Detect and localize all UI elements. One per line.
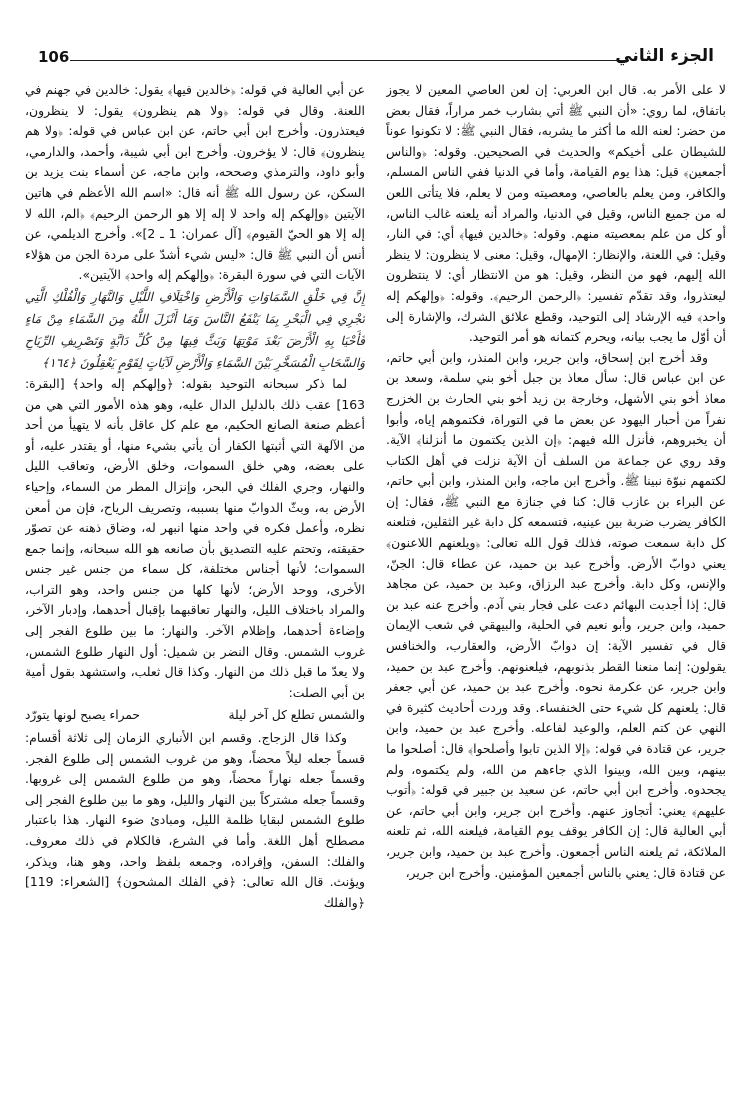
left-column [25,80,365,1100]
right-paragraph-2: وقد أخرج ابن إسحاق، وابن جرير، وابن المنذر، وابن أبي حاتم، عن ابن عباس قال: سأل معاذ بن جبل أخو بني سلمة، وسعد بن معاذ أخو بني الأشهل، وخارجة بن زيد أخو بني الحارث بن الخزرج نفراً من أحبار اليهود عن بعض ما في التوراة، فكتموهم إياه، وأبوا أن يخبروهم، فأنزل الله فيهم: ﴿إن الذين يكتمون ما أنزلنا﴾ الآية. وقد روي عن جماعة من السلف أن الآية نزلت في أهل الكتاب لكتمهم نبوّة نبينا ﷺ. وأخرج ابن ماجه، وابن المنذر، وابن أبي حاتم، عن البراء بن عازب قال: كنا في جنازة مع النبي ﷺ، فقال: إن الكافر يضرب ضربة بين عينيه، فتسمعه كل دابة غير الثقلين، فتلعنه كل دابة سمعت صوته، فذلك قول الله تعالى: ﴿ويلعنهم اللاعنون﴾ يعني دوابّ الأرض. وأخرج عبد بن حميد، عن عطاء قال: الجنّ، والإنس، وكل دابة. وأخرج عبد الرزاق، وعبد بن حميد، عن مجاهد قال: إذا أجدبت البهائم دعت على فجار بني آدم. وأخرج عنه عبد بن حميد، وابن جرير، وأبو نعيم في الحلية، والبيهقي في شعب الإيمان قال في تفسير الآية: إن دوابّ الأرض، والعقارب، والخنافس يقولون: إنما منعنا القطر بذنوبهم، فيلعنونهم. وأخرج عبد بن حميد، وابن جرير، عن عكرمة نحوه. وأخرج عبد بن حميد، عن أبي جعفر قال: يلعنهم كل شيء حتى الخنفساء. وقد وردت أحاديث كثيرة في النهي عن كتم العلم، والوعيد لفاعله. وأخرج عبد بن حميد، وابن جرير، عن قتادة في قوله: ﴿إلا الذين تابوا وأصلحوا﴾ قال: أصلحوا ما بينهم، وبين الله، وبينوا الذي جاءهم من الله، ولم يكتموه، ولم يجحدوه. وأخرج ابن أبي حاتم، عن سعيد بن جبير في قوله: ﴿أتوب عليهم﴾ يعني: أتجاوز عنهم. وأخرج ابن جرير، وابن أبي حاتم، عن أبي العالية قال: إن الكافر يوقف يوم القيامة، فيلعنه الله، ثم تلعنه الملائكة، ثم يلعنه الناس أجمعون. وأخرج عبد بن حميد، وابن جرير، عن قتادة قال: يعني بالناس أجمعين المؤمنين. وأخرج ابن جرير، [386,349,726,880]
page-number: 106 [38,48,70,66]
poem-hemistich-2: حمراء يصبح لونها يتورّد [25,708,140,723]
right-column [386,80,726,1100]
left-paragraph-3: وكذا قال الزجاج. وقسم ابن الأنباري الزمان إلى ثلاثة أقسام: قسماً جعله ليلاً محضاً، وهو من غروب الشمس إلى طلوع الفجر. وقسماً جعله نهاراً محضاً، وهو من طلوع الشمس إلى غروبها. وقسماً جعله مشتركاً بين النهار والليل، وهو ما بين طلوع الفجر إلى طلوع الشمس لبقايا ظلمة الليل، ومبادئ ضوء النهار. هذا باعتبار مصطلح أهل اللغة. وأما في الشرع، فالكلام في ذلك معروف. والفلك: السفن، وإفراده، وجمعه بلفظ واحد، وهو هنا، ويذكر، ويؤنث. قال الله تعالى: ﴿في الفلك المشحون﴾ [الشعراء: 119] ﴿والفلك [25,730,365,910]
right-paragraph-1: لا على الأمر به. قال ابن العربي: إن لعن العاصي المعين لا يجوز باتفاق، لما روي: «أن النبي ﷺ أتي بشارب خمر مراراً، فقال بعض من حضر: لعنه الله ما أكثر ما يشربه، فقال النبي ﷺ: لا تكونوا عوناً للشيطان على أخيكم» والحديث في الصحيحين. وقوله: ﴿والناس أجمعين﴾ قيل: هذا يوم القيامة، وأما في الدنيا ففي الناس المسلم، والكافر، ومن يعلم بالعاصي، ومعصيته ومن لا يعلم، فلا يتأتى اللعن له من جميع الناس، وقيل في الدنيا، والمراد أنه يلعنه غالب الناس، أو كل من علم بمعصيته منهم. وقوله: ﴿خالدين فيها﴾ أي: في النار، وقيل: في اللعنة، والإنظار: الإمهال، وقيل: معنى لا ينظرون: لا ينظر الله إليهم، فهو من النظر، وقيل: هو من الانتظار أي: لا ينتظرون ليعتذروا، وقد تقدّم تفسير: ﴿الرحمن الرحيم﴾. وقوله: ﴿وإلهكم إله واحد﴾ فيه الإرشاد إلى التوحيد، وقطع علائق الشرك، والإشارة إلى أن أوّل ما يجب بيانه، ويحرم كتمانه هو أمر التوحيد. [386,82,726,345]
quran-verse: إِنَّ فِي خَلْقِ السَّمَاوَاتِ وَالْأَرْضِ وَاخْتِلَافِ اللَّيْلِ وَالنَّهَارِ وَالْفُلْكِ الَّتِي تَجْرِي فِي الْبَحْرِ بِمَا يَنْفَعُ النَّاسَ وَمَا أَنْزَلَ اللَّهُ مِنَ السَّمَاءِ مِنْ مَاءٍ فَأَحْيَا بِهِ الْأَرْضَ بَعْدَ مَوْتِهَا وَبَثَّ فِيهَا مِنْ كُلِّ دَابَّةٍ وَتَصْرِيفِ الرِّيَاحِ وَالسَّحَابِ الْمُسَخَّرِ بَيْنَ السَّمَاءِ وَالْأَرْضِ لَآيَاتٍ لِقَوْمٍ يَعْقِلُونَ ﴿١٦٤﴾ [25,289,365,370]
poem-line [25,705,365,726]
part-title: الجزء الثاني [615,46,714,66]
left-paragraph-1: عن أبي العالية في قوله: ﴿خالدين فيها﴾ يقول: خالدين في جهنم في اللعنة. وقال في قوله: ﴿ولا هم ينظرون﴾ يقول: لا ينظرون، فيعتذرون. وأخرج ابن أبي حاتم، عن ابن عباس في قوله: ﴿ولا هم ينظرون﴾ قال: لا يؤخرون. وأخرج ابن أبي شيبة، وأحمد، والدارمي، وأبو داود، والترمذي وصححه، وابن ماجه، عن أسماء بنت يزيد بن السكن، عن رسول الله ﷺ أنه قال: «اسم الله الأعظم في هاتين الآيتين ﴿وإلهكم إله واحد لا إله إلا هو الرحمن الرحيم﴾ ﴿الم، الله لا إله إلا هو الحيّ القيوم﴾ [آل عمران: 1 ـ 2]». وأخرج الديلمي، عن أنس أن النبي ﷺ قال: «ليس شيء أشدّ على مردة الجن من هؤلاء الآيات التي في سورة البقرة: ﴿وإلهكم إله واحد﴾ الآيتين». [25,82,365,283]
header-rule [70,60,629,61]
page-header [30,48,724,70]
poem-hemistich-1: والشمس تطلع كل آخر ليلة [228,708,365,723]
left-paragraph-2: لما ذكر سبحانه التوحيد بقوله: ﴿وإلهكم إله واحد﴾ [البقرة: 163] عقب ذلك بالدليل الدال عليه، وهو هذه الأمور التي هي من أعظم صنعة الصانع الحكيم، مع علم كل عاقل بأنه لا يتهيأ من أحد من الآلهة التي أثبتها الكفار أن يأتي بشيء منها، أو يقتدر عليه، أو على بعضه، وهي خلق السموات، وخلق الأرض، وتعاقب الليل والنهار، وجري الفلك في البحر، وإنزال المطر من السماء، وإحياء الأرض به، وبثّ الدوابّ منها بسببه، وتصريف الرياح، فإن من أمعن نظره، وأعمل فكره في واحد منها انبهر له، وضاق ذهنه عن تصوّر حقيقته، وتحتم عليه التصديق بأن صانعه هو الله سبحانه، وإنما جمع السموات؛ لأنها أجناس مختلفة، كل سماء من جنس غير جنس الأخرى، ووحد الأرض؛ لأنها كلها من جنس واحد، وهو التراب، والمراد باختلاف الليل، والنهار تعاقبهما بإقبال أحدهما، وإدبار الآخر، وإضاءة أحدهما، وإظلام الآخر. والنهار: ما بين طلوع الفجر إلى غروب الشمس. وقال النضر بن شميل: أول النهار طلوع الشمس، ولا يعدّ ما قبل ذلك من النهار. وكذا قال ثعلب، واستشهد بقول أمية بن أبي الصلت: [25,375,365,700]
